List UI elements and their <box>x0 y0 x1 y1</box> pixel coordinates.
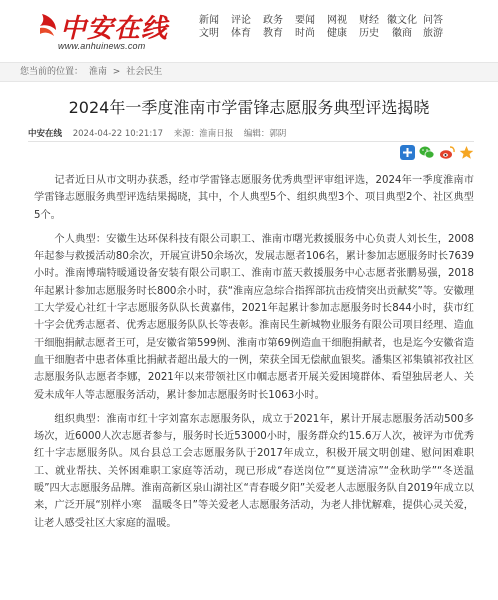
nav-huiculture[interactable]: 徽文化 徽商 <box>387 15 417 39</box>
meta-divider <box>28 141 474 142</box>
weibo-icon[interactable] <box>439 145 454 160</box>
nav-comment[interactable]: 评论 体育 <box>231 15 251 39</box>
logo-url: www.anhuinews.com <box>58 41 146 51</box>
nav-gov[interactable]: 政务 教育 <box>263 15 283 39</box>
nav-finance[interactable]: 财经 历史 <box>359 15 379 39</box>
add-icon[interactable] <box>400 145 415 160</box>
article-title: 2024年一季度淮南市学雷锋志愿服务典型评选揭晓 <box>68 98 430 117</box>
logo-mark-icon <box>38 12 60 38</box>
article-body <box>34 172 474 539</box>
breadcrumb <box>0 62 498 82</box>
article-source: 来源：淮南日报 <box>173 129 234 139</box>
wechat-icon[interactable] <box>419 145 434 160</box>
breadcrumb-society[interactable]: 社会民生 <box>126 67 163 77</box>
article-meta <box>28 127 294 139</box>
publish-date: 2024-04-22 10:21:17 <box>72 129 163 139</box>
article-paragraph: 记者近日从市文明办获悉，经市学雷锋志愿服务优秀典型评审组评选，2024年一季度淮南市学雷锋志愿服务典型评选结果揭晓，其中，个人典型5个、组织典型3个、项目典型2个、社区典型5个。 <box>34 175 474 221</box>
nav-video[interactable]: 网视 健康 <box>327 15 347 39</box>
nav-qa[interactable]: 问答 旅游 <box>423 15 443 39</box>
logo-text: 中安在线 <box>60 14 169 44</box>
breadcrumb-separator: > <box>112 67 121 77</box>
site-header <box>0 0 498 62</box>
breadcrumb-huainan[interactable]: 淮南 <box>88 67 107 77</box>
nav-headlines[interactable]: 要闻 时尚 <box>295 15 315 39</box>
qzone-icon[interactable] <box>459 145 474 160</box>
site-logo[interactable] <box>38 8 178 54</box>
article-editor: 编辑：郭阴 <box>243 129 287 139</box>
source-site: 中安在线 <box>28 129 63 139</box>
nav-news[interactable]: 新闻 文明 <box>199 15 219 39</box>
breadcrumb-prefix: 您当前的位置： <box>20 67 84 77</box>
article-paragraph: 个人典型：安徽生达环保科技有限公司职工、淮南市曙光救援服务中心负责人刘长生，2008年起参与救援活动80余次，开展宣讲50余场次，发展志愿者106名，累计参加志愿服务时长7639小时。淮南博瑞特暖通设备安装有限公司职工、淮南市蓝天救援服务中心志愿者张鹏易强，2018年起累计参加志愿服务时长800余小时，获“淮南应急综合指挥部抗击疫情突出贡献奖”等。安徽理工大学爱心社红十字志愿服务队队长黄嘉伟，2021年起累计参加志愿服务时长844小时，获市红十字会优秀志愿者、优秀志愿服务队队长等表彰。淮南民生新城物业服务有限公司项目经理、造血干细胞捐献志愿者王可，是安徽省第599例、淮南市第69例造血干细胞捐献者，也是迄今安徽省造血干细胞者中患者体重比捐献者超出最大的一例，荣获全国无偿献血银奖。潘集区祁集镇祁孜社区志愿服务队志愿者李娜，2021年以来带领社区巾帼志愿者开展关爱困境群体、看望独居老人、关爱未成年人等志愿服务活动，累计参加志愿服务时长1063小时。 <box>34 233 474 401</box>
article-paragraph: 组织典型：淮南市红十字刘富东志愿服务队，成立于2021年，累计开展志愿服务活动500多场次，近6000人次志愿者参与，服务时长近53000小时，服务群众约15.6万人次，被评为市优秀红十字志愿服务队。凤台县总工会志愿服务队于2017年成立，积极开展文明创建、慰问困难职工、就业帮扶、关怀困难职工家庭等活动，现已形成“春送岗位”“夏送清凉”“金秋助学”“冬送温暖”四大志愿服务品牌。淮南高新区泉山湖社区“青春暖夕阳”关爱老人志愿服务队自2019年成立以来，广泛开展“别样小寒 温暖冬日”等关爱老人志愿服务活动，为老人排忧解难，提供心灵关爱，让老人感受社区大家庭的温暖。 <box>34 413 474 529</box>
